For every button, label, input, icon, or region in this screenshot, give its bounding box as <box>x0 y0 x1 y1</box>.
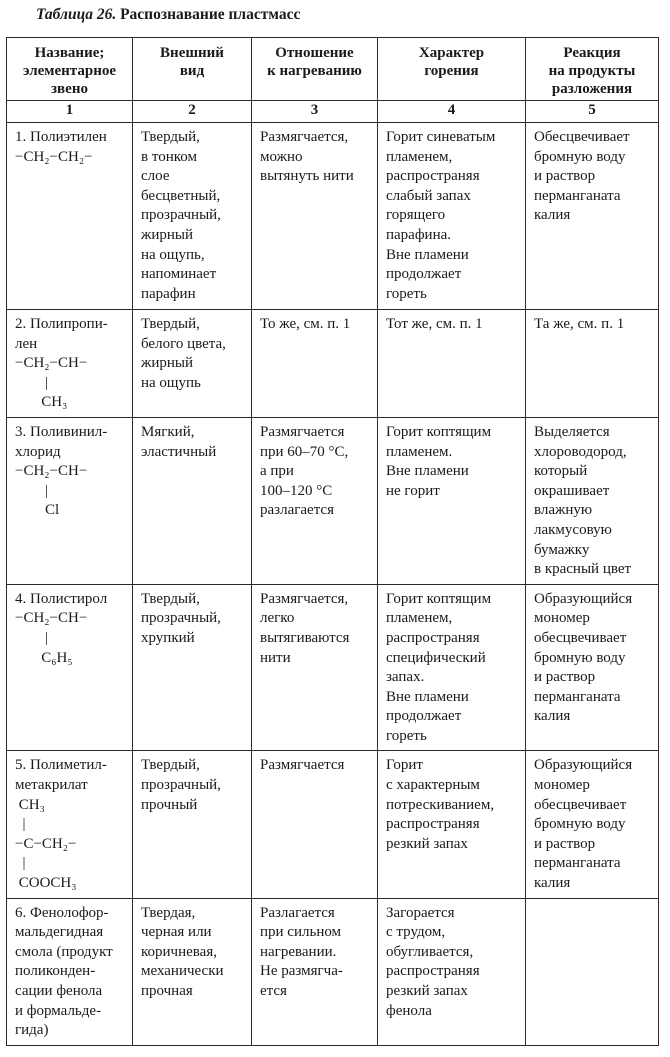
cell-burning <box>378 751 526 898</box>
header-line: Реакция <box>563 45 621 61</box>
cell-appearance <box>133 123 252 310</box>
cell-line: прочный <box>141 796 198 813</box>
header-line: звено <box>51 81 88 97</box>
cell-line: Обесцвечивает <box>534 129 630 145</box>
cell-line: резкий запах <box>386 835 468 852</box>
cell-line: можно <box>260 148 303 165</box>
cell-line: Горит <box>386 757 423 774</box>
header-line: элементарное <box>23 63 116 79</box>
header-line: Отношение <box>275 45 354 61</box>
cell-line: Вне пламени <box>386 463 469 480</box>
cell-line: парафин <box>141 285 196 302</box>
cell-line: влажную <box>534 502 593 519</box>
cell-line: при сильном <box>260 924 342 941</box>
structural-formula <box>15 609 128 668</box>
cell-line: бромную воду <box>534 148 626 165</box>
cell-reaction <box>526 123 659 310</box>
header-line: Характер <box>418 45 485 61</box>
cell-line: обесцвечивает <box>534 796 627 813</box>
cell-reaction <box>526 310 659 418</box>
formula-line: CH₃ <box>15 394 68 411</box>
cell-line: и раствор <box>534 669 596 686</box>
cell-line: хлорид <box>15 443 61 460</box>
cell-line: распространяя <box>386 963 480 980</box>
cell-line: пламенем, <box>386 148 453 165</box>
cell-heating <box>252 898 378 1045</box>
header-row <box>7 38 659 101</box>
structural-formula <box>15 148 128 168</box>
header-line: Название; <box>34 45 105 61</box>
cell-line: и раствор <box>534 168 596 185</box>
cell-line: Выделяется <box>534 423 610 440</box>
cell-line: калия <box>534 708 571 725</box>
cell-line: Образующийся <box>534 590 633 607</box>
cell-line: Горит коптящим <box>386 590 492 607</box>
cell-line: хрупкий <box>141 629 195 646</box>
cell-line: обесцвечивает <box>534 629 627 646</box>
cell-line: лакмусовую <box>534 521 612 538</box>
column-number: 3 <box>252 101 378 123</box>
cell-line: перманганата <box>534 855 621 872</box>
cell-line: калия <box>534 207 571 224</box>
cell-name <box>7 898 133 1045</box>
header-heating <box>252 38 378 101</box>
cell-line: белого цвета, <box>141 335 226 352</box>
cell-line: легко <box>260 610 295 627</box>
table-row <box>7 584 659 751</box>
cell-appearance <box>133 751 252 898</box>
plastics-table <box>6 37 659 1046</box>
cell-line: 5. Полиметил- <box>15 757 107 774</box>
cell-appearance <box>133 898 252 1045</box>
cell-line: Твердая, <box>141 904 196 921</box>
formula-line: −CH₂−CH− <box>15 355 88 372</box>
column-number: 2 <box>133 101 252 123</box>
table-row <box>7 417 659 584</box>
cell-line: сации фенола <box>15 983 103 999</box>
cell-name <box>7 310 133 418</box>
table-caption <box>36 6 300 24</box>
cell-line: гида) <box>15 1022 49 1039</box>
cell-line: Тот же, см. п. 1 <box>386 316 483 332</box>
column-number: 4 <box>378 101 526 123</box>
cell-heating <box>252 751 378 898</box>
cell-line: Вне пламени <box>386 688 469 705</box>
cell-line: с характерным <box>386 777 480 794</box>
formula-line: | <box>15 374 49 391</box>
cell-line: вытянуть нити <box>260 168 354 185</box>
cell-line: Размягчается, <box>260 590 349 607</box>
cell-line: окрашивает <box>534 482 610 499</box>
cell-line: жирный <box>141 226 194 243</box>
cell-line: распространяя <box>386 816 480 833</box>
cell-line: Разлагается <box>260 904 335 921</box>
cell-line: 2. Полипропи- <box>15 316 108 332</box>
cell-line: потрескиванием, <box>386 796 495 813</box>
cell-line: Горит синеватым <box>386 129 496 145</box>
cell-line: метакрилат <box>15 777 88 794</box>
cell-line: прозрачный, <box>141 207 221 224</box>
cell-reaction <box>526 898 659 1045</box>
formula-line: Cl <box>15 502 60 519</box>
cell-line: на ощупь, <box>141 246 205 263</box>
formula-line: | <box>15 855 26 872</box>
formula-line: −CH₂−CH− <box>15 610 88 627</box>
cell-line: с трудом, <box>386 924 446 941</box>
cell-line: пламенем. <box>386 443 453 460</box>
header-line: разложения <box>551 81 633 97</box>
cell-line: механически <box>141 963 224 980</box>
header-burning <box>378 38 526 101</box>
cell-name <box>7 417 133 584</box>
cell-line: Не размягча- <box>260 963 343 980</box>
cell-line: обугливается, <box>386 943 474 960</box>
structural-formula <box>15 796 128 894</box>
cell-line: перманганата <box>534 688 621 705</box>
cell-line: жирный <box>141 355 194 372</box>
cell-line: 6. Фенолофор- <box>15 904 109 921</box>
cell-line: мальдегидная <box>15 924 104 941</box>
cell-line: бромную воду <box>534 816 626 833</box>
header-appearance <box>133 38 252 101</box>
cell-burning <box>378 584 526 751</box>
cell-line: мономер <box>534 610 590 627</box>
header-name <box>7 38 133 101</box>
header-line: Внешний <box>160 45 224 61</box>
cell-line: Твердый, <box>141 129 200 145</box>
cell-line: калия <box>534 875 571 892</box>
caption-title: Распознавание пластмасс <box>120 6 301 23</box>
table-row <box>7 751 659 898</box>
cell-line: горящего <box>386 207 446 224</box>
cell-line: напоминает <box>141 266 217 283</box>
cell-line: гореть <box>386 285 427 302</box>
cell-line: Твердый, <box>141 316 200 332</box>
table-row <box>7 310 659 418</box>
cell-line: пламенем, <box>386 610 453 627</box>
cell-line: Размягчается <box>260 423 345 440</box>
cell-reaction <box>526 417 659 584</box>
header-line: вид <box>179 63 205 79</box>
cell-line: парафина. <box>386 226 452 243</box>
cell-line: коричневая, <box>141 943 217 960</box>
cell-appearance <box>133 417 252 584</box>
cell-line: слое <box>141 168 170 185</box>
cell-line: распространяя <box>386 168 480 185</box>
cell-line: поликонден- <box>15 963 96 980</box>
formula-line: −CH₂−CH₂− <box>15 148 93 165</box>
cell-line: перманганата <box>534 187 621 204</box>
cell-line: ется <box>260 983 287 999</box>
cell-line: То же, см. п. 1 <box>260 316 351 332</box>
cell-line: в красный цвет <box>534 561 632 578</box>
cell-line: нагревании. <box>260 943 337 960</box>
cell-line: не горит <box>386 482 440 499</box>
cell-line: вытягиваются <box>260 629 350 646</box>
cell-line: прозрачный, <box>141 610 221 627</box>
cell-line: Размягчается <box>260 757 345 774</box>
cell-line: распространяя <box>386 629 480 646</box>
cell-line: и формальде- <box>15 1002 102 1019</box>
table-row <box>7 123 659 310</box>
cell-heating <box>252 123 378 310</box>
cell-line: эластичный <box>141 443 217 460</box>
cell-line: Вне пламени <box>386 246 469 263</box>
cell-heating <box>252 417 378 584</box>
cell-reaction <box>526 751 659 898</box>
cell-name <box>7 584 133 751</box>
cell-line: смола (продукт <box>15 943 113 960</box>
cell-line: бесцветный, <box>141 187 221 204</box>
cell-line: слабый запах <box>386 187 471 204</box>
cell-line: 3. Поливинил- <box>15 423 108 440</box>
formula-line: | <box>15 482 49 499</box>
cell-line: запах. <box>386 669 425 686</box>
cell-line: Горит коптящим <box>386 423 492 440</box>
cell-line: черная или <box>141 924 212 941</box>
cell-line: Мягкий, <box>141 423 195 440</box>
formula-line: | <box>15 816 26 833</box>
cell-line: Размягчается, <box>260 129 349 145</box>
cell-line: специфический <box>386 649 486 666</box>
cell-line: 4. Полистирол <box>15 590 108 607</box>
cell-line: и раствор <box>534 835 596 852</box>
cell-line: разлагается <box>260 502 334 519</box>
column-number-row <box>7 101 659 123</box>
column-number: 5 <box>526 101 659 123</box>
cell-heating <box>252 584 378 751</box>
cell-name <box>7 751 133 898</box>
cell-line: Образующийся <box>534 757 633 774</box>
column-number: 1 <box>7 101 133 123</box>
structural-formula <box>15 354 128 413</box>
caption-lead: Таблица 26. <box>36 6 117 23</box>
cell-line: лен <box>15 335 38 352</box>
cell-reaction <box>526 584 659 751</box>
cell-appearance <box>133 310 252 418</box>
cell-line: на ощупь <box>141 374 201 391</box>
formula-line: −CH₂−CH− <box>15 463 88 480</box>
cell-line: Загорается <box>386 904 455 921</box>
cell-line: мономер <box>534 777 590 794</box>
cell-line: продолжает <box>386 266 462 283</box>
formula-line: COOCH₃ <box>15 875 77 892</box>
cell-line: фенола <box>386 1002 432 1019</box>
cell-line: резкий запах <box>386 983 468 999</box>
structural-formula <box>15 462 128 521</box>
cell-appearance <box>133 584 252 751</box>
cell-line: продолжает <box>386 708 462 725</box>
cell-line: 100–120 °C <box>260 482 333 499</box>
cell-line: нити <box>260 649 291 666</box>
cell-burning <box>378 417 526 584</box>
table-row <box>7 898 659 1045</box>
cell-line: Та же, см. п. 1 <box>534 316 625 332</box>
cell-burning <box>378 123 526 310</box>
cell-line: который <box>534 463 588 480</box>
cell-line: 1. Полиэтилен <box>15 129 107 145</box>
formula-line: CH₃ <box>15 796 45 813</box>
cell-line: в тонком <box>141 148 197 165</box>
cell-name <box>7 123 133 310</box>
cell-line: Твердый, <box>141 590 200 607</box>
cell-line: прочная <box>141 983 193 999</box>
cell-line: хлороводород, <box>534 443 627 460</box>
formula-line: C₆H₅ <box>15 649 73 666</box>
cell-burning <box>378 898 526 1045</box>
formula-line: −C−CH₂− <box>15 835 77 852</box>
cell-burning <box>378 310 526 418</box>
header-line: горения <box>424 63 479 79</box>
cell-line: бромную воду <box>534 649 626 666</box>
cell-line: Твердый, <box>141 757 200 774</box>
cell-line: гореть <box>386 727 427 744</box>
formula-line: | <box>15 629 49 646</box>
cell-line: прозрачный, <box>141 777 221 794</box>
header-line: к нагреванию <box>267 63 362 79</box>
header-reaction <box>526 38 659 101</box>
header-line: на продукты <box>548 63 636 79</box>
cell-line: при 60–70 °C, <box>260 443 349 460</box>
cell-line: а при <box>260 463 294 480</box>
cell-heating <box>252 310 378 418</box>
cell-line: бумажку <box>534 541 590 558</box>
